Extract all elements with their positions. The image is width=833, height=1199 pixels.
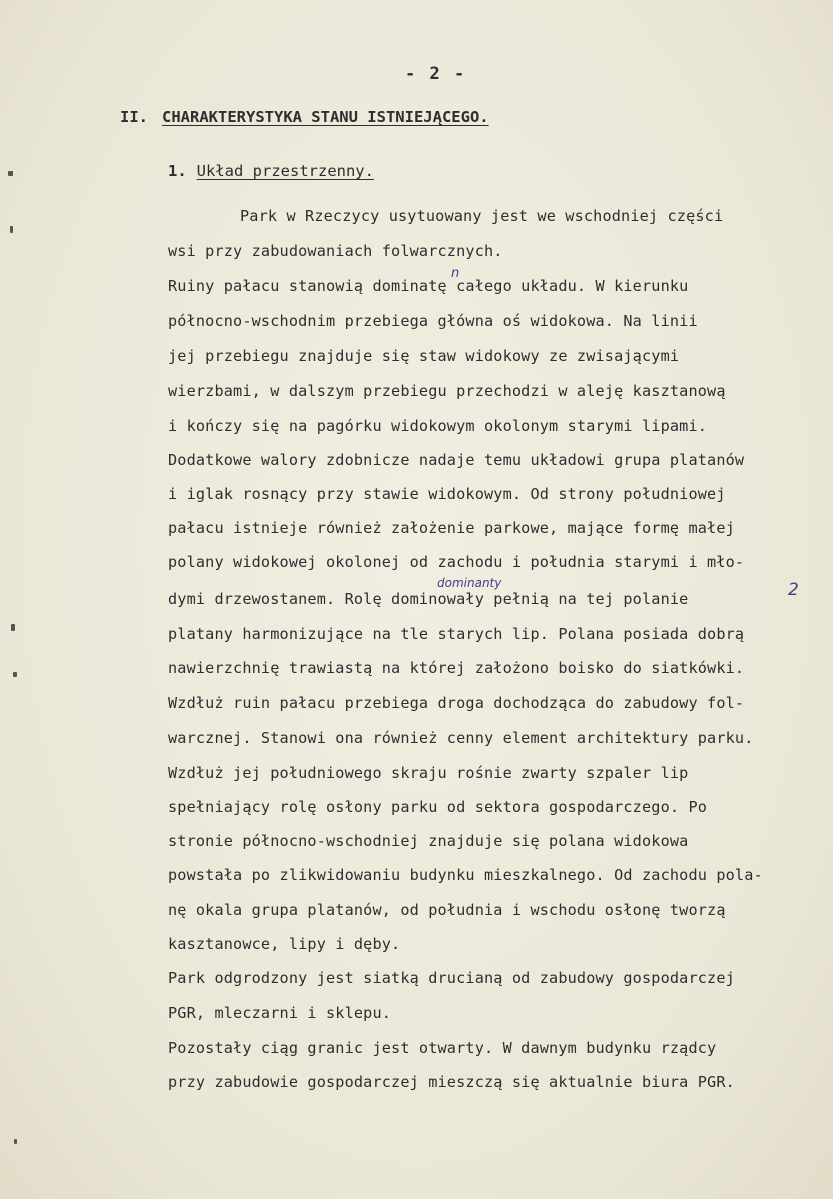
text-line: PGR, mleczarni i sklepu. — [168, 1004, 392, 1022]
section-heading — [120, 108, 489, 126]
subsection-number: 1. — [168, 162, 187, 180]
text-line: powstała po zlikwidowaniu budynku mieszkalnego. Od zachodu pola- — [168, 866, 763, 884]
page-number: - 2 - — [405, 64, 467, 84]
text-line: kasztanowce, lipy i dęby. — [168, 935, 401, 953]
text-line: wierzbami, w dalszym przebiegu przechodzi w aleję kasztanową — [168, 382, 726, 400]
handwritten-insert-n: n — [451, 266, 460, 281]
text-line: nę okala grupa platanów, od południa i wschodu osłonę tworzą — [168, 901, 726, 919]
subsection-heading — [168, 162, 374, 180]
text-line: Wzdłuż jej południowego skraju rośnie zwarty szpaler lip — [168, 764, 689, 782]
text-line: dymi drzewostanem. Rolę dominowały pełnią na tej polanie — [168, 590, 689, 608]
handwritten-margin-number: 2 — [788, 580, 799, 600]
text-line: północno-wschodnim przebiega główna oś widokowa. Na linii — [168, 312, 698, 330]
text-line: spełniający rolę osłony parku od sektora gospodarczego. Po — [168, 798, 708, 816]
text-line: Ruiny pałacu stanowią dominatę całego układu. W kierunku — [168, 277, 689, 295]
text-line: pałacu istnieje również założenie parkowe, mające formę małej — [168, 519, 735, 537]
text-line: platany harmonizujące na tle starych lip. Polana posiada dobrą — [168, 625, 745, 643]
text-line: przy zabudowie gospodarczej mieszczą się aktualnie biura PGR. — [168, 1073, 735, 1091]
margin-mark — [10, 226, 13, 233]
section-title: CHARAKTERYSTYKA STANU ISTNIEJĄCEGO. — [162, 108, 489, 126]
text-line: wsi przy zabudowaniach folwarcznych. — [168, 242, 503, 260]
section-number: II. — [120, 108, 148, 126]
margin-mark — [11, 624, 15, 631]
text-line: Pozostały ciąg granic jest otwarty. W dawnym budynku rządcy — [168, 1039, 717, 1057]
text-line: Wzdłuż ruin pałacu przebiega droga dochodząca do zabudowy fol- — [168, 694, 745, 712]
text-line: i kończy się na pagórku widokowym okolonym starymi lipami. — [168, 417, 708, 435]
text-line: jej przebiegu znajduje się staw widokowy ze zwisającymi — [168, 347, 680, 365]
text-line: Park odgrodzony jest siatką drucianą od zabudowy gospodarczej — [168, 969, 735, 987]
text-line: Dodatkowe walory zdobnicze nadaje temu układowi grupa platanów — [168, 451, 745, 469]
text-line: Park w Rzeczycy usytuowany jest we wschodniej części — [240, 207, 724, 225]
margin-mark — [13, 672, 17, 677]
text-line: nawierzchnię trawiastą na której założono boisko do siatkówki. — [168, 659, 745, 677]
text-line: i iglak rosnący przy stawie widokowym. Od strony południowej — [168, 485, 726, 503]
text-line: polany widokowej okolonej od zachodu i południa starymi i mło- — [168, 553, 745, 571]
subsection-title: Układ przestrzenny. — [196, 162, 374, 180]
handwritten-dominanty: dominanty — [437, 576, 502, 590]
margin-mark — [14, 1139, 17, 1144]
margin-mark — [8, 171, 13, 176]
text-line: stronie północno-wschodniej znajduje się polana widokowa — [168, 832, 689, 850]
text-line: warcznej. Stanowi ona również cenny element architektury parku. — [168, 729, 754, 747]
